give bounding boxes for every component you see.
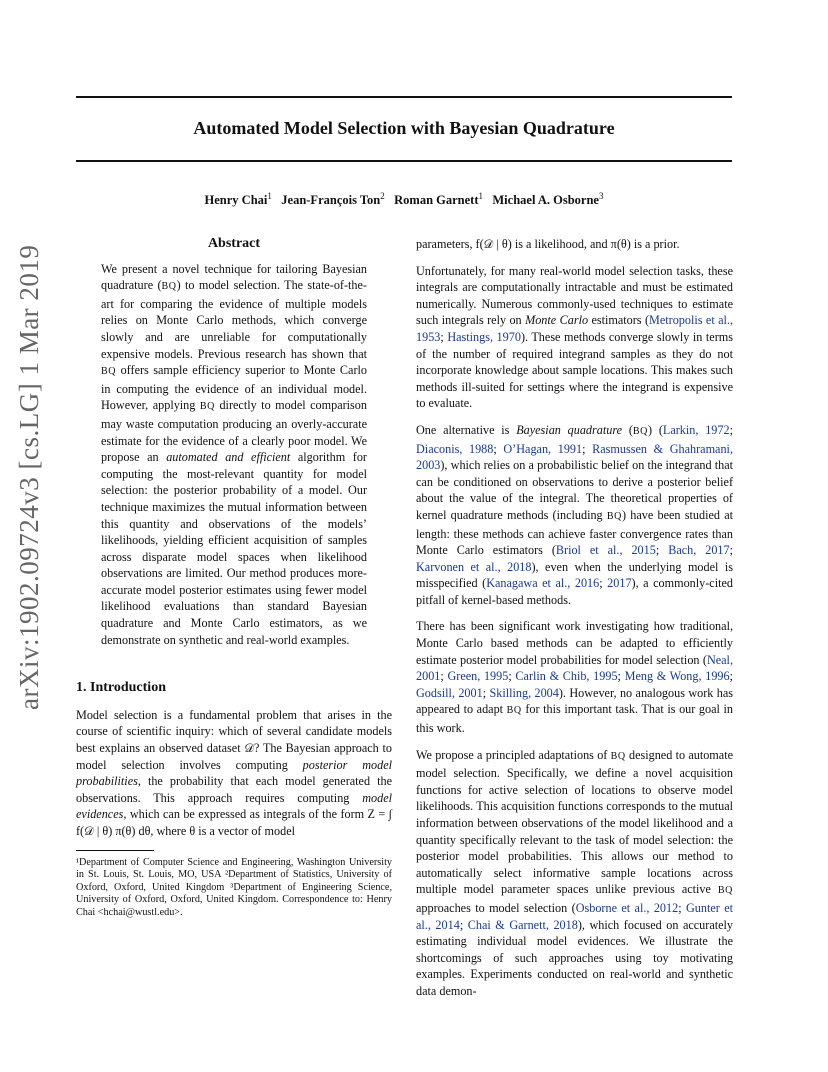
abstract-text: ) to model selection. The state-of-the-art for comparing the evidence of multiple models relies on Monte Carlo methods, which converge slowly and are unreliable for computationally expensive models. Previous research has shown that [101, 278, 367, 361]
citation-link[interactable]: Metropolis et al., 1953 [416, 313, 733, 344]
body-text: ). These methods converge slowly in terms of the number of required integrand samples as they do not incorporate knowledge about sample locations. This makes such methods ill-suited for settings where the integrand is expensive to evaluate. [416, 329, 733, 411]
emphasis: Bayesian quadrature [516, 422, 623, 437]
body-text: designed to automate model selection. Specifically, we define a novel acquisition functions for active selection of locations to observe model likelihoods. This acquisition functions corresponds to the mutual information between observations of the model likelihood and a quantity specifically relevant to the task of model selection: the posterior model probabilities. This allows our method to automatically select informative sample locations across multiple model parameter spaces unlike previous active [416, 747, 733, 897]
citation-link[interactable]: Skilling, 2004 [489, 685, 559, 700]
body-text: One alternative is [416, 422, 517, 437]
abstract-emphasis: automated and efficient [166, 450, 291, 465]
citation-link[interactable]: Hastings, 1970 [447, 329, 521, 344]
citation-link[interactable]: Neal, 2001 [416, 652, 733, 684]
citation-link[interactable]: Godsill, 2001 [416, 685, 483, 700]
intro-paragraph [76, 707, 392, 840]
acronym-bq: BQ [717, 885, 733, 897]
intro-text: the probability that each model generated the observations. This approach requires computing [76, 774, 392, 805]
acronym-bq: BQ [610, 750, 626, 762]
author-name: Michael A. Osborne [492, 193, 599, 208]
section-heading-introduction: 1. Introduction [76, 680, 166, 696]
body-text: ( [622, 422, 633, 437]
citation-separator: ; [440, 329, 448, 344]
intro-emphasis: posterior model probabilities, [76, 757, 392, 789]
citation-link[interactable]: Gunter et al., 2014 [416, 900, 734, 932]
citation-link[interactable]: Diaconis, 1988 [416, 441, 494, 456]
intro-text: Model selection is a fundamental problem that arises in the course of scientific inquiry: which of several candidate models best explains an observed dataset 𝒟? The Bayesian approach to model selection involves computing [76, 707, 392, 772]
body-text: ), a commonly-cited pitfall of kernel-based methods. [416, 576, 733, 607]
author-affil: 2 [380, 191, 385, 201]
body-text: ) ( [647, 422, 663, 437]
abstract-heading: Abstract [207, 236, 261, 251]
abstract-text: We present a novel technique for tailoring Bayesian quadrature ( [101, 261, 367, 293]
body-text: approaches to model selection ( [416, 900, 576, 915]
arxiv-identifier: arXiv:1902.09724v3 [cs.LG] 1 Mar 2019 [14, 244, 44, 710]
right-column [416, 236, 733, 1010]
author-affil: 1 [267, 191, 272, 201]
acronym-bq: BQ [101, 366, 117, 378]
paragraph-continuation: parameters, f(𝒟 | θ) is a likelihood, and π(θ) is a prior. [416, 237, 680, 251]
paragraph-contribution: We propose a principled adaptations of BQ designed to automate model selection. Specifically, we define a novel acquisition functions for active selection of locations to observe model likelihoods. This acquisition functions corresponds to the mutual information between observations of the model likelihood and a quantity specifically relevant to the task of model selection: the posterior model probabilities. This allows our method to automatically select informative sample locations across multiple model parameter spaces unlike previous active BQ approaches to model selection (Osborne et al., 2012; Gunter et al., 2014; Chai & Garnett, 2018), which focused on accurately estimating individual model evidences. We illustrate the shortcomings of such approaches using toy motivating examples. Experiments conducted on real-world and synthetic data demon- [416, 747, 734, 998]
citation-link[interactable]: 2017 [607, 576, 632, 591]
acronym-bq: BQ [606, 510, 622, 522]
citation-link[interactable]: Chai & Garnett, 2018 [467, 917, 578, 932]
left-column [76, 236, 392, 920]
citation-link[interactable]: Larkin, 1972 [662, 422, 730, 437]
emphasis: Monte Carlo [525, 313, 589, 328]
author-affil: 1 [478, 191, 483, 201]
citation-link[interactable]: Meng & Wong, 1996 [624, 669, 730, 684]
body-text: ), which focused on accurately estimating individual model evidences. We illustrate the shortcomings of such approaches using toy motivating examples. Experiments conducted on real-world and synthetic data demon- [416, 917, 734, 998]
body-text: ) have been studied at length: these methods can achieve faster convergence rates than Monte Carlo estimators ( [416, 507, 733, 558]
acronym-bq: BQ [632, 425, 648, 437]
author-name: Roman Garnett [394, 193, 479, 208]
abstract-text: directly to model comparison may waste computation producing an overly-accurate estimate for the evidence of a clearly poor model. We propose an [101, 398, 367, 465]
author-name: Henry Chai [204, 193, 268, 208]
acronym-bq: BQ [161, 281, 177, 293]
title-rule-bottom [76, 160, 732, 162]
footnote-rule [76, 850, 154, 851]
body-text: There has been significant work investigating how traditional, Monte Carlo based methods can be adapted to efficiently estimate posterior model probabilities for model selection ( [416, 619, 733, 667]
body-text: for this important task. That is our goal in this work. [416, 702, 733, 736]
body-text: ), which relies on a probabilistic belief on the integrand that can be conditioned on observations to derive a posterior belief about the value of the integral. The theoretical properties of kernel quadrature methods (including [416, 458, 733, 522]
citation-link[interactable]: Karvonen et al., 2018 [416, 559, 532, 574]
abstract-body [101, 261, 367, 649]
intro-emphasis: model evidences, [76, 790, 392, 822]
acronym-bq: BQ [199, 401, 215, 413]
citation-link[interactable]: Kanagawa et al., 2016 [486, 576, 600, 591]
abstract-text: offers sample efficiency superior to Monte Carlo in computing the evidence of an individual model. However, applying [101, 363, 367, 413]
body-text: Unfortunately, for many real-world model selection tasks, these integrals are computationally intractable and must be estimated numerically. Numerous commonly-used techniques to estimate such integrals rely on [416, 263, 733, 328]
author-name: Jean-François Ton [281, 193, 381, 208]
citation-link[interactable]: Rasmussen & Ghahramani, 2003 [416, 441, 733, 473]
paragraph-bayesian-quadrature: One alternative is Bayesian quadrature (BQ) (Larkin, 1972; Diaconis, 1988; O’Hagan, 1991; Rasmussen & Ghahramani, 2003), which relies on a probabilistic belief on the integrand that can be conditioned on observations to derive a posterior belief about the value of the integral. The theoretical properties of kernel quadrature methods (including BQ) have been studied at length: these methods can achieve faster convergence rates than Monte Carlo estimators (Briol et al., 2015; Bach, 2017; Karvonen et al., 2018), even when the underlying model is misspecified (Kanagawa et al., 2016; 2017), a commonly-cited pitfall of kernel-based methods. [416, 422, 733, 607]
intro-text: which can be expressed as integrals of the form Z = ∫ f(𝒟 | θ) π(θ) dθ, where θ is a vector of model [76, 807, 392, 838]
acronym-bq: BQ [506, 705, 522, 717]
paragraph-monte-carlo [416, 263, 733, 412]
citation-link[interactable]: Green, 1995 [447, 669, 509, 684]
paragraph-related-work: There has been significant work investigating how traditional, Monte Carlo based methods can be adapted to efficiently estimate posterior model probabilities for model selection (Neal, 2001; Green, 1995; Carlin & Chib, 1995; Meng & Wong, 1996; Godsill, 2001; Skilling, 2004). However, no analogous work has appeared to adapt BQ for this important task. That is our goal in this work. [416, 619, 733, 736]
author-affil: 3 [598, 191, 604, 201]
citation-link[interactable]: O’Hagan, 1991 [503, 441, 583, 456]
title-rule-top [76, 96, 732, 98]
abstract-text: algorithm for computing the most-relevant quantity for model selection: the posterior probability of a model. Our technique maximizes the mutual information between this quantity and observations of the models’ likelihoods, yielding efficient acquisition of samples across disparate model spaces when likelihood observations are limited. Our method produces more-accurate model posterior estimates using fewer model likelihood evaluations than standard Bayesian quadrature and Monte Carlo estimators, as we demonstrate on synthetic and real-world examples. [101, 450, 367, 647]
body-text: We propose a principled adaptations of [416, 747, 611, 762]
author-list [76, 191, 732, 208]
paper-title: Automated Model Selection with Bayesian Quadrature [193, 118, 615, 138]
citation-link[interactable]: Carlin & Chib, 1995 [515, 669, 618, 684]
body-text: estimators ( [588, 313, 650, 328]
citation-link[interactable]: Briol et al., 2015 [555, 543, 656, 558]
citation-link[interactable]: Bach, 2017 [668, 543, 730, 558]
body-text: ). However, no analogous work has appeared to adapt [416, 685, 733, 717]
body-text: ), even when the underlying model is misspecified ( [416, 559, 733, 591]
citation-link[interactable]: Osborne et al., 2012 [575, 900, 679, 915]
affiliation-footnote: ¹Department of Computer Science and Engineering, Washington University in St. Louis, St. Louis, MO, USA ²Department of Statistics, University of Oxford, Oxford, United Kingdom ³Department of Engineering Science, University of Oxford, Oxford, United Kingdom. Correspondence to: Henry Chai <hchai@wustl.edu>. [76, 856, 392, 918]
